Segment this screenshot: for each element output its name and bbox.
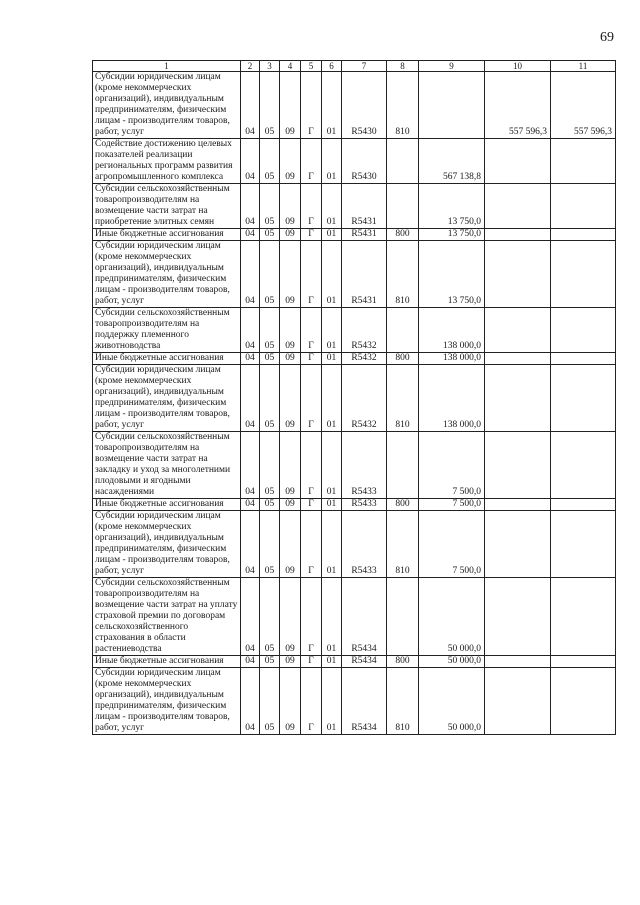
cell-c9: 50 000,0 xyxy=(419,656,485,668)
cell-c10 xyxy=(485,229,551,241)
row-name-cell: Субсидии юридическим лицам (кроме некоммерческих организаций), индивидуальным предпринимателям, физическим лицам - производителям товаров, работ, услуг xyxy=(93,241,241,308)
cell-c6: 01 xyxy=(322,656,342,668)
row-name-cell: Субсидии сельскохозяйственным товаропроизводителям на возмещение части затрат на закладку и уход за многолетними плодовыми и ягодными насаждениями xyxy=(93,432,241,499)
cell-c9: 567 138,8 xyxy=(419,139,485,184)
row-name-cell: Иные бюджетные ассигнования xyxy=(93,353,241,365)
cell-c7: R5431 xyxy=(342,229,387,241)
cell-c11 xyxy=(551,656,616,668)
cell-c2: 04 xyxy=(241,578,260,656)
cell-c7: R5432 xyxy=(342,353,387,365)
cell-c7: R5431 xyxy=(342,184,387,229)
cell-c6: 01 xyxy=(322,308,342,353)
cell-c2: 04 xyxy=(241,365,260,432)
cell-c7: R5431 xyxy=(342,241,387,308)
cell-c7: R5434 xyxy=(342,656,387,668)
table-row xyxy=(93,668,616,735)
column-header: 9 xyxy=(419,61,485,72)
cell-c2: 04 xyxy=(241,668,260,735)
cell-c8: 800 xyxy=(387,229,419,241)
cell-c5: Г xyxy=(301,241,322,308)
cell-c11 xyxy=(551,241,616,308)
cell-c10 xyxy=(485,656,551,668)
cell-c5: Г xyxy=(301,432,322,499)
table-row xyxy=(93,499,616,511)
row-name-cell: Субсидии сельскохозяйственным товаропроизводителям на поддержку племенного животноводства xyxy=(93,308,241,353)
cell-c2: 04 xyxy=(241,139,260,184)
cell-c6: 01 xyxy=(322,668,342,735)
cell-c8 xyxy=(387,139,419,184)
cell-c2: 04 xyxy=(241,511,260,578)
cell-c5: Г xyxy=(301,139,322,184)
table-row xyxy=(93,656,616,668)
cell-c5: Г xyxy=(301,184,322,229)
cell-c3: 05 xyxy=(260,365,280,432)
table-row xyxy=(93,511,616,578)
cell-c5: Г xyxy=(301,353,322,365)
cell-c4: 09 xyxy=(280,499,301,511)
cell-c4: 09 xyxy=(280,184,301,229)
cell-c5: Г xyxy=(301,365,322,432)
cell-c6: 01 xyxy=(322,578,342,656)
cell-c10 xyxy=(485,432,551,499)
cell-c4: 09 xyxy=(280,353,301,365)
cell-c11 xyxy=(551,353,616,365)
cell-c10 xyxy=(485,241,551,308)
cell-c8: 810 xyxy=(387,365,419,432)
cell-c4: 09 xyxy=(280,241,301,308)
cell-c8: 800 xyxy=(387,353,419,365)
column-header: 6 xyxy=(322,61,342,72)
cell-c2: 04 xyxy=(241,229,260,241)
cell-c7: R5433 xyxy=(342,511,387,578)
cell-c11 xyxy=(551,308,616,353)
cell-c4: 09 xyxy=(280,139,301,184)
table-row xyxy=(93,241,616,308)
cell-c4: 09 xyxy=(280,72,301,139)
budget-table xyxy=(92,60,616,735)
cell-c2: 04 xyxy=(241,241,260,308)
cell-c10 xyxy=(485,308,551,353)
cell-c2: 04 xyxy=(241,656,260,668)
cell-c3: 05 xyxy=(260,229,280,241)
cell-c9: 7 500,0 xyxy=(419,511,485,578)
cell-c2: 04 xyxy=(241,499,260,511)
cell-c9: 7 500,0 xyxy=(419,432,485,499)
row-name-cell: Субсидии сельскохозяйственным товаропроизводителям на возмещение части затрат на приобретение элитных семян xyxy=(93,184,241,229)
cell-c3: 05 xyxy=(260,656,280,668)
cell-c10 xyxy=(485,511,551,578)
cell-c9: 50 000,0 xyxy=(419,578,485,656)
cell-c3: 05 xyxy=(260,139,280,184)
cell-c5: Г xyxy=(301,511,322,578)
row-name-cell: Иные бюджетные ассигнования xyxy=(93,499,241,511)
table-row xyxy=(93,353,616,365)
cell-c8: 800 xyxy=(387,656,419,668)
cell-c4: 09 xyxy=(280,229,301,241)
row-name-cell: Содействие достижению целевых показателей реализации региональных программ развития агропромышленного комплекса xyxy=(93,139,241,184)
cell-c6: 01 xyxy=(322,184,342,229)
cell-c2: 04 xyxy=(241,184,260,229)
cell-c11 xyxy=(551,229,616,241)
cell-c7: R5432 xyxy=(342,308,387,353)
row-name-cell: Субсидии юридическим лицам (кроме некоммерческих организаций), индивидуальным предпринимателям, физическим лицам - производителям товаров, работ, услуг xyxy=(93,511,241,578)
cell-c2: 04 xyxy=(241,72,260,139)
column-header: 5 xyxy=(301,61,322,72)
cell-c4: 09 xyxy=(280,668,301,735)
cell-c3: 05 xyxy=(260,308,280,353)
cell-c5: Г xyxy=(301,668,322,735)
cell-c8: 800 xyxy=(387,499,419,511)
cell-c7: R5433 xyxy=(342,432,387,499)
cell-c5: Г xyxy=(301,308,322,353)
cell-c3: 05 xyxy=(260,668,280,735)
column-header: 4 xyxy=(280,61,301,72)
column-header: 1 xyxy=(93,61,241,72)
table-row xyxy=(93,229,616,241)
cell-c6: 01 xyxy=(322,499,342,511)
cell-c8 xyxy=(387,308,419,353)
table-row xyxy=(93,432,616,499)
cell-c4: 09 xyxy=(280,432,301,499)
column-header: 8 xyxy=(387,61,419,72)
cell-c10: 557 596,3 xyxy=(485,72,551,139)
cell-c6: 01 xyxy=(322,229,342,241)
cell-c9: 13 750,0 xyxy=(419,241,485,308)
cell-c11 xyxy=(551,139,616,184)
cell-c9: 7 500,0 xyxy=(419,499,485,511)
cell-c9: 13 750,0 xyxy=(419,184,485,229)
cell-c10 xyxy=(485,499,551,511)
cell-c5: Г xyxy=(301,499,322,511)
table-header-row xyxy=(93,61,616,72)
cell-c7: R5430 xyxy=(342,139,387,184)
cell-c8 xyxy=(387,184,419,229)
cell-c6: 01 xyxy=(322,72,342,139)
cell-c11 xyxy=(551,578,616,656)
cell-c9: 13 750,0 xyxy=(419,229,485,241)
table-row xyxy=(93,365,616,432)
page-number: 69 xyxy=(600,30,614,45)
cell-c11 xyxy=(551,432,616,499)
cell-c11 xyxy=(551,668,616,735)
cell-c10 xyxy=(485,353,551,365)
cell-c8 xyxy=(387,432,419,499)
cell-c10 xyxy=(485,139,551,184)
cell-c5: Г xyxy=(301,229,322,241)
cell-c8: 810 xyxy=(387,241,419,308)
column-header: 3 xyxy=(260,61,280,72)
cell-c7: R5434 xyxy=(342,578,387,656)
cell-c6: 01 xyxy=(322,241,342,308)
cell-c9: 138 000,0 xyxy=(419,353,485,365)
row-name-cell: Субсидии юридическим лицам (кроме некоммерческих организаций), индивидуальным предпринимателям, физическим лицам - производителям товаров, работ, услуг xyxy=(93,72,241,139)
cell-c6: 01 xyxy=(322,432,342,499)
cell-c3: 05 xyxy=(260,499,280,511)
cell-c4: 09 xyxy=(280,511,301,578)
cell-c2: 04 xyxy=(241,353,260,365)
row-name-cell: Субсидии сельскохозяйственным товаропроизводителям на возмещение части затрат на уплату страховой премии по договорам сельскохозяйственного страхования в области растениеводства xyxy=(93,578,241,656)
cell-c8 xyxy=(387,578,419,656)
cell-c3: 05 xyxy=(260,353,280,365)
cell-c4: 09 xyxy=(280,578,301,656)
cell-c6: 01 xyxy=(322,365,342,432)
cell-c10 xyxy=(485,668,551,735)
cell-c4: 09 xyxy=(280,656,301,668)
cell-c6: 01 xyxy=(322,353,342,365)
cell-c2: 04 xyxy=(241,308,260,353)
cell-c3: 05 xyxy=(260,511,280,578)
cell-c7: R5434 xyxy=(342,668,387,735)
row-name-cell: Субсидии юридическим лицам (кроме некоммерческих организаций), индивидуальным предпринимателям, физическим лицам - производителям товаров, работ, услуг xyxy=(93,668,241,735)
cell-c5: Г xyxy=(301,578,322,656)
cell-c9: 138 000,0 xyxy=(419,365,485,432)
cell-c5: Г xyxy=(301,656,322,668)
column-header: 7 xyxy=(342,61,387,72)
cell-c7: R5430 xyxy=(342,72,387,139)
table-row xyxy=(93,578,616,656)
cell-c3: 05 xyxy=(260,432,280,499)
column-header: 10 xyxy=(485,61,551,72)
cell-c7: R5433 xyxy=(342,499,387,511)
table-row xyxy=(93,308,616,353)
cell-c4: 09 xyxy=(280,308,301,353)
cell-c8: 810 xyxy=(387,668,419,735)
cell-c11 xyxy=(551,499,616,511)
cell-c6: 01 xyxy=(322,139,342,184)
row-name-cell: Субсидии юридическим лицам (кроме некоммерческих организаций), индивидуальным предпринимателям, физическим лицам - производителям товаров, работ, услуг xyxy=(93,365,241,432)
cell-c3: 05 xyxy=(260,241,280,308)
cell-c3: 05 xyxy=(260,578,280,656)
table-row xyxy=(93,139,616,184)
cell-c9: 50 000,0 xyxy=(419,668,485,735)
cell-c10 xyxy=(485,578,551,656)
cell-c7: R5432 xyxy=(342,365,387,432)
cell-c9 xyxy=(419,72,485,139)
cell-c11: 557 596,3 xyxy=(551,72,616,139)
cell-c8: 810 xyxy=(387,72,419,139)
cell-c8: 810 xyxy=(387,511,419,578)
cell-c4: 09 xyxy=(280,365,301,432)
cell-c11 xyxy=(551,511,616,578)
cell-c9: 138 000,0 xyxy=(419,308,485,353)
cell-c2: 04 xyxy=(241,432,260,499)
cell-c5: Г xyxy=(301,72,322,139)
cell-c10 xyxy=(485,365,551,432)
cell-c6: 01 xyxy=(322,511,342,578)
cell-c3: 05 xyxy=(260,72,280,139)
cell-c10 xyxy=(485,184,551,229)
table-row xyxy=(93,72,616,139)
cell-c3: 05 xyxy=(260,184,280,229)
table-row xyxy=(93,184,616,229)
cell-c11 xyxy=(551,184,616,229)
row-name-cell: Иные бюджетные ассигнования xyxy=(93,229,241,241)
column-header: 11 xyxy=(551,61,616,72)
row-name-cell: Иные бюджетные ассигнования xyxy=(93,656,241,668)
cell-c11 xyxy=(551,365,616,432)
column-header: 2 xyxy=(241,61,260,72)
